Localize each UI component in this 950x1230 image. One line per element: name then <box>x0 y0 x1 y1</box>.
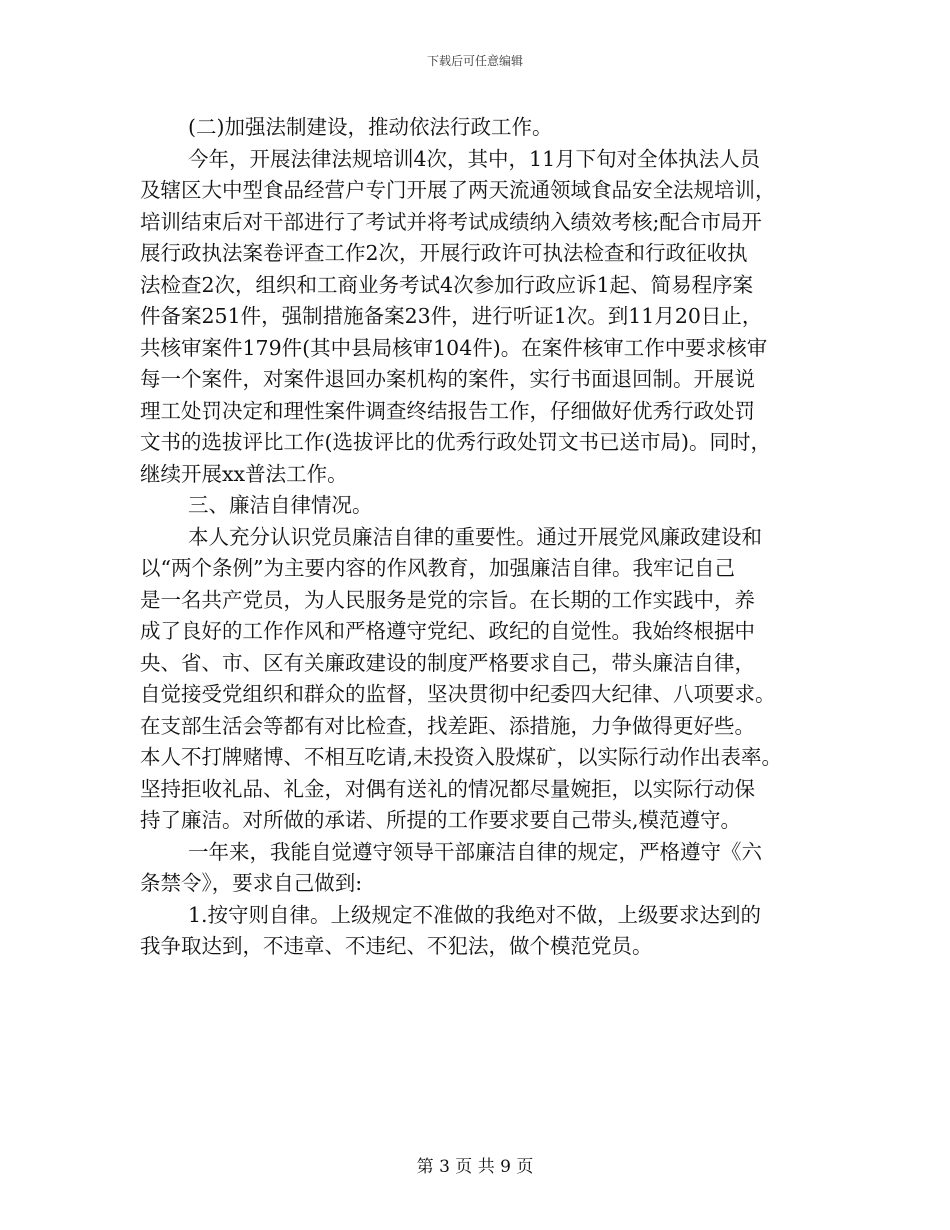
text-line: 以“两个条例”为主要内容的作风教育，加强廉洁自律。我牢记自己 <box>140 556 735 580</box>
text-line: 每一个案件，对案件退回办案机构的案件，实行书面退回制。开展说 <box>140 367 755 391</box>
text-line: 三、廉洁自律情况。 <box>188 493 373 517</box>
text-line: 理工处罚决定和理性案件调查终结报告工作，仔细做好优秀行政处罚 <box>140 398 755 423</box>
text-line: 是一名共产党员，为人民服务是党的宗旨。在长期的工作实践中，养 <box>140 587 755 612</box>
text-line: 在支部生活会等都有对比检查，找差距、添措施，力争做得更好些。 <box>140 713 755 738</box>
text-line: 成了良好的工作作风和严格遵守党纪、政纪的自觉性。我始终根据中 <box>140 619 755 643</box>
text-line: 自觉接受党组织和群众的监督，坚决贯彻中纪委四大纪律、八项要求。 <box>140 682 776 706</box>
text-line: 今年，开展法律法规培训4次，其中，11月下旬对全体执法人员 <box>188 146 761 171</box>
text-line: (二)加强法制建设，推动依法行政工作。 <box>188 115 553 139</box>
text-line: 共核审案件179件(其中县局核审104件)。在案件核审工作中要求核审 <box>140 335 768 360</box>
text-line: 本人不打牌赌博、不相互吃请,未投资入股煤矿，以实际行动作出表率。 <box>140 745 783 769</box>
text-line: 持了廉洁。对所做的承诺、所提的工作要求要自己带头,模范遵守。 <box>140 808 742 832</box>
text-line: 条禁令》，要求自己做到: <box>140 871 363 895</box>
text-line: 坚持拒收礼品、礼金，对偶有送礼的情况都尽量婉拒，以实际行动保 <box>140 776 755 801</box>
page-header: 下载后可任意编辑 <box>426 54 523 68</box>
text-line: 一年来，我能自觉遵守领导干部廉洁自律的规定，严格遵守《六 <box>188 839 762 864</box>
text-line: 本人充分认识党员廉洁自律的重要性。通过开展党风廉政建设和 <box>188 524 762 549</box>
text-line: 1.按守则自律。上级规定不准做的我绝对不做，上级要求达到的 <box>188 902 762 927</box>
text-line: 展行政执法案卷评查工作2次，开展行政许可执法检查和行政征收执 <box>140 241 748 265</box>
text-line: 件备案251件，强制措施备案23件，进行听证1次。到11月20日止， <box>140 304 763 328</box>
page-number: 第 3 页 共 9 页 <box>416 1157 534 1177</box>
document-body <box>140 112 820 963</box>
text-line: 央、省、市、区有关廉政建设的制度严格要求自己，带头廉洁自律， <box>140 650 755 675</box>
text-line: 法检查2次，组织和工商业务考试4次参加行政应诉1起、简易程序案 <box>140 272 754 297</box>
text-line: 我争取达到，不违章、不违纪、不犯法，做个模范党员。 <box>140 934 653 958</box>
text-line: 培训结束后对干部进行了考试并将考试成绩纳入绩效考核;配合市局开 <box>140 209 762 234</box>
text-line: 及辖区大中型食品经营户专门开展了两天流通领域食品安全法规培训， <box>140 178 776 202</box>
text-line: 继续开展xx普法工作。 <box>140 461 348 486</box>
text-line: 文书的选拔评比工作(选拔评比的优秀行政处罚文书已送市局)。同时， <box>140 430 771 454</box>
